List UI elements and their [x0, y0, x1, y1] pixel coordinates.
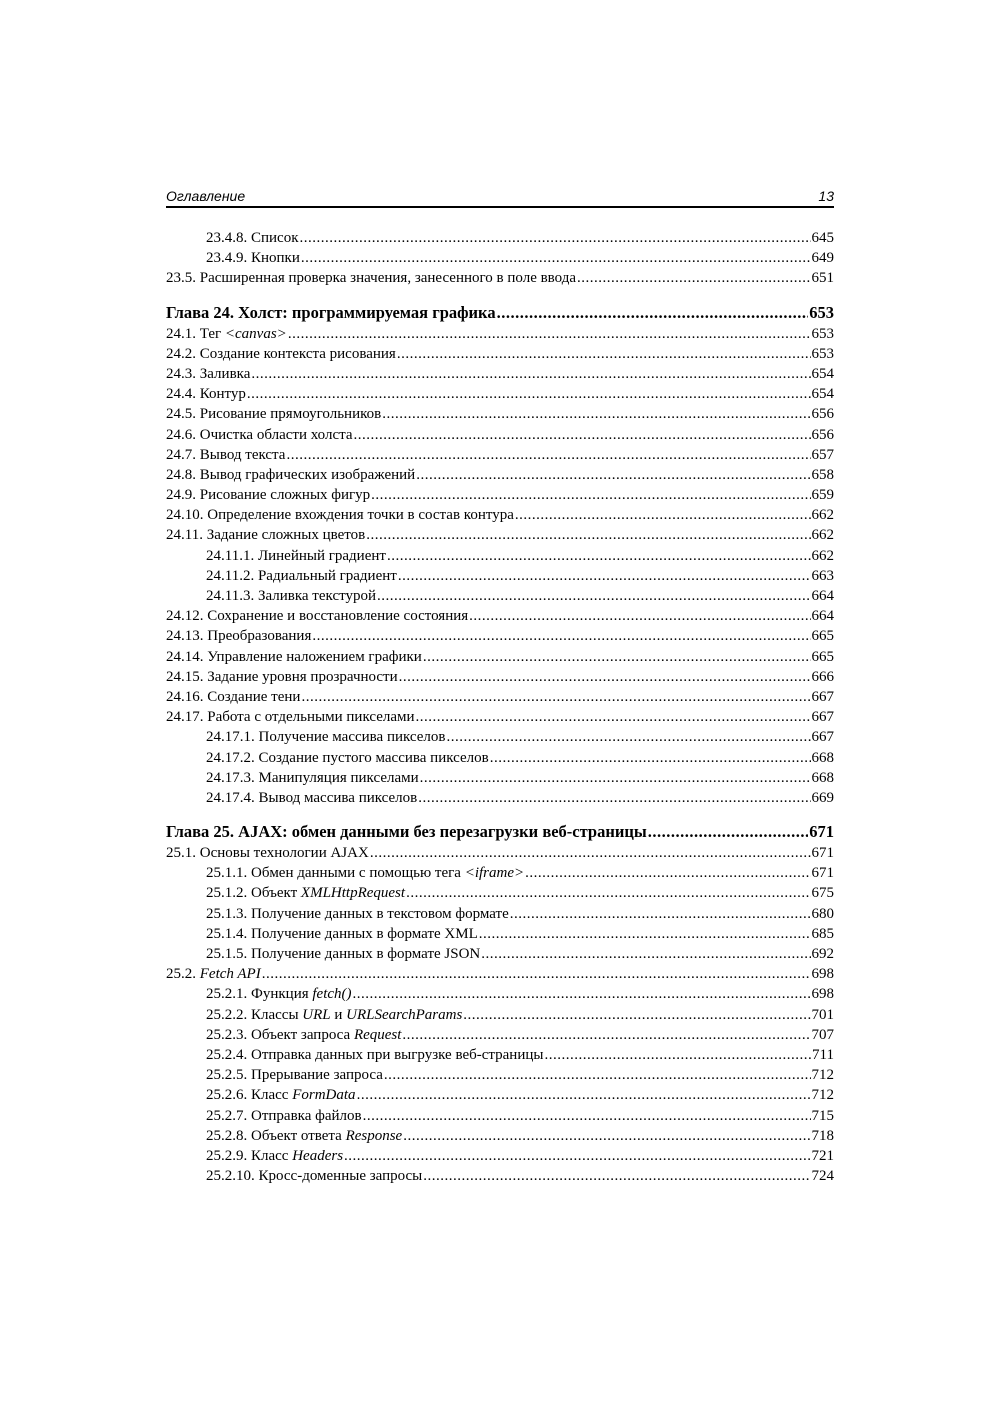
- toc-entry: [166, 727, 834, 747]
- toc-entry-title: [166, 707, 415, 727]
- toc-entry-title: [206, 1126, 402, 1146]
- toc-entry: [166, 505, 834, 525]
- toc-page-number: 669: [811, 789, 834, 806]
- toc-entry-title: [166, 445, 285, 465]
- toc-entry-title: [166, 647, 422, 667]
- toc-entry-italic-text: Headers: [292, 1147, 344, 1164]
- toc-entry: [166, 1025, 834, 1045]
- toc-entry: [166, 268, 834, 288]
- dot-leader: [384, 1065, 811, 1085]
- toc-entry-text: и: [330, 1006, 347, 1023]
- toc-entry-text: 24.17.3. Манипуляция пикселами: [206, 769, 419, 786]
- toc-entry: [166, 465, 834, 485]
- dot-leader: [251, 364, 810, 384]
- toc-page-number: 711: [812, 1046, 834, 1063]
- dot-leader: [262, 964, 811, 984]
- toc-page-number: 668: [811, 769, 834, 786]
- dot-leader: [354, 425, 811, 445]
- dot-leader: [420, 768, 811, 788]
- toc-entry-title: [206, 904, 509, 924]
- toc-entry: [166, 1106, 834, 1126]
- toc-entry-text: 24.17. Работа с отдельными пикселами: [166, 709, 415, 726]
- toc-entry-title: [166, 384, 246, 404]
- toc-entry-text: 25.2.8. Объект ответа: [206, 1127, 346, 1144]
- toc-entry: [166, 1045, 834, 1065]
- toc-page-number: 685: [811, 925, 834, 942]
- toc-entry: [166, 525, 834, 545]
- toc-entry-text: 24.16. Создание тени: [166, 688, 301, 705]
- toc-chapter-entry: [166, 302, 834, 324]
- toc-entry-text: 23.4.8. Список: [206, 230, 299, 246]
- toc-entry-title: [206, 1025, 401, 1045]
- toc-entry-title: [166, 324, 287, 344]
- table-of-contents: [166, 228, 834, 1186]
- toc-page-number: 721: [811, 1147, 834, 1164]
- running-header: [166, 186, 834, 208]
- toc-page-number: 675: [811, 885, 834, 902]
- toc-entry-text: 24.3. Заливка: [166, 365, 251, 382]
- toc-entry-title: [166, 302, 496, 324]
- toc-entry: [166, 445, 834, 465]
- toc-page-number: 649: [811, 250, 834, 267]
- header-page-number: 13: [818, 188, 834, 204]
- toc-page-number: 665: [811, 648, 834, 665]
- dot-leader: [416, 465, 810, 485]
- toc-entry-text: 25.1. Основы технологии AJAX: [166, 845, 369, 862]
- toc-entry-text: 25.1.3. Получение данных в текстовом формате: [206, 905, 509, 922]
- toc-page-number: 654: [811, 365, 834, 382]
- toc-entry-text: 24.6. Очистка области холста: [166, 426, 353, 443]
- dot-leader: [416, 707, 811, 727]
- dot-leader: [371, 485, 810, 505]
- toc-entry-title: [206, 944, 480, 964]
- toc-entry-text: 24.9. Рисование сложных фигур: [166, 487, 371, 504]
- toc-page-number: 662: [811, 527, 834, 544]
- toc-entry-title: [166, 821, 647, 843]
- toc-entry-text: 24.12. Сохранение и восстановление состояния: [166, 608, 469, 625]
- toc-page-number: 663: [811, 567, 834, 584]
- toc-entry-title: [166, 485, 370, 505]
- toc-entry-title: [206, 1065, 383, 1085]
- toc-page-number: 671: [809, 822, 834, 842]
- toc-entry-text: 24.15. Задание уровня прозрачности: [166, 668, 398, 685]
- dot-leader: [353, 984, 811, 1004]
- dot-leader: [300, 228, 811, 248]
- toc-page-number: 701: [811, 1006, 834, 1023]
- toc-entry: [166, 924, 834, 944]
- toc-entry-text: 25.2.9. Класс: [206, 1147, 293, 1164]
- toc-page-number: 680: [811, 905, 834, 922]
- toc-entry-text: 24.2. Создание контекста рисования: [166, 345, 396, 362]
- toc-entry-text: 24.11.1. Линейный градиент: [206, 547, 386, 564]
- toc-entry-text: Глава 24. Холст: программируемая графика: [166, 302, 496, 322]
- dot-leader: [402, 1025, 810, 1045]
- toc-entry: [166, 364, 834, 384]
- toc-entry-title: [206, 248, 300, 268]
- toc-entry: [166, 843, 834, 863]
- toc-page-number: 654: [811, 386, 834, 403]
- dot-leader: [357, 1085, 811, 1105]
- toc-entry: [166, 667, 834, 687]
- toc-entry-italic-text: URL: [302, 1006, 331, 1023]
- dot-leader: [382, 404, 810, 424]
- dot-leader: [398, 566, 811, 586]
- dot-leader: [397, 344, 811, 364]
- toc-entry-title: [206, 566, 397, 586]
- toc-entry-text: 24.11. Задание сложных цветов: [166, 527, 366, 544]
- dot-leader: [406, 883, 810, 903]
- toc-page-number: 668: [811, 749, 834, 766]
- toc-entry: [166, 1166, 834, 1186]
- toc-entry-text: 25.2.: [166, 966, 200, 983]
- toc-entry: [166, 248, 834, 268]
- toc-entry-text: 25.1.1. Обмен данными с помощью тега: [206, 865, 465, 882]
- dot-leader: [463, 1005, 810, 1025]
- dot-leader: [481, 944, 810, 964]
- toc-entry-title: [166, 404, 381, 424]
- toc-entry-italic-text: fetch(): [312, 986, 352, 1003]
- dot-leader: [447, 727, 811, 747]
- toc-page-number: 653: [811, 325, 834, 342]
- toc-entry: [166, 964, 834, 984]
- toc-entry-title: [206, 1106, 362, 1126]
- toc-entry: [166, 1146, 834, 1166]
- dot-leader: [344, 1146, 810, 1166]
- dot-leader: [525, 863, 810, 883]
- toc-entry-text: 24.14. Управление наложением графики: [166, 648, 422, 665]
- toc-page-number: 662: [811, 547, 834, 564]
- dot-leader: [301, 687, 810, 707]
- toc-entry-text: 24.8. Вывод графических изображений: [166, 466, 416, 483]
- toc-page-number: 671: [811, 845, 834, 862]
- toc-page-number: 656: [811, 426, 834, 443]
- toc-entry-text: 25.2.4. Отправка данных при выгрузке веб-страницы: [206, 1046, 544, 1063]
- toc-page-number: 724: [811, 1168, 834, 1185]
- toc-entry-italic-text: Response: [345, 1127, 403, 1144]
- dot-leader: [479, 924, 811, 944]
- toc-entry: [166, 707, 834, 727]
- toc-entry-text: 24.17.1. Получение массива пикселов: [206, 729, 446, 746]
- dot-leader: [418, 788, 810, 808]
- toc-page-number: 667: [811, 729, 834, 746]
- toc-entry-title: [166, 344, 396, 364]
- toc-entry-text: 25.2.1. Функция: [206, 986, 313, 1003]
- toc-entry-italic-text: FormData: [292, 1087, 356, 1104]
- toc-entry: [166, 944, 834, 964]
- toc-entry-title: [206, 727, 446, 747]
- toc-entry: [166, 546, 834, 566]
- toc-entry: [166, 904, 834, 924]
- toc-entry-title: [206, 748, 489, 768]
- toc-entry: [166, 748, 834, 768]
- toc-entry-title: [166, 843, 369, 863]
- toc-entry-title: [166, 687, 300, 707]
- toc-entry-text: 25.1.2. Объект: [206, 885, 301, 902]
- toc-entry-title: [166, 364, 250, 384]
- toc-page-number: 645: [811, 230, 834, 246]
- toc-page-number: 653: [811, 345, 834, 362]
- toc-entry-text: 23.4.9. Кнопки: [206, 250, 300, 267]
- dot-leader: [469, 606, 810, 626]
- dot-leader: [247, 384, 811, 404]
- dot-leader: [497, 302, 809, 324]
- dot-leader: [403, 1126, 810, 1146]
- toc-entry-title: [166, 964, 261, 984]
- toc-entry-title: [166, 425, 353, 445]
- dot-leader: [286, 445, 810, 465]
- toc-page-number: 698: [811, 986, 834, 1003]
- toc-entry-text: 25.2.10. Кросс-доменные запросы: [206, 1168, 423, 1185]
- toc-entry-text: Глава 25. AJAX: обмен данными без перезагрузки веб-страницы: [166, 822, 647, 842]
- toc-entry-text: 24.11.2. Радиальный градиент: [206, 567, 397, 584]
- toc-entry: [166, 566, 834, 586]
- toc-entry-italic-text: Fetch API: [199, 966, 261, 983]
- toc-entry: [166, 606, 834, 626]
- toc-page-number: 712: [811, 1067, 834, 1084]
- toc-entry-title: [166, 626, 311, 646]
- dot-leader: [363, 1106, 811, 1126]
- toc-entry-title: [206, 768, 419, 788]
- toc-page-number: 656: [811, 406, 834, 423]
- toc-page-number: 659: [811, 487, 834, 504]
- toc-entry-text: 24.5. Рисование прямоугольников: [166, 406, 382, 423]
- toc-page-number: 665: [811, 628, 834, 645]
- toc-entry-title: [206, 984, 352, 1004]
- toc-entry-title: [206, 1166, 422, 1186]
- toc-entry-text: 24.1. Тег: [166, 325, 225, 342]
- toc-entry-text: 24.17.2. Создание пустого массива пикселов: [206, 749, 489, 766]
- dot-leader: [370, 843, 811, 863]
- toc-entry-text: 25.2.2. Классы: [206, 1006, 303, 1023]
- toc-page-number: 671: [811, 865, 834, 882]
- toc-entry: [166, 384, 834, 404]
- toc-entry: [166, 324, 834, 344]
- toc-entry: [166, 1085, 834, 1105]
- toc-entry: [166, 586, 834, 606]
- toc-entry: [166, 1126, 834, 1146]
- toc-entry-title: [206, 1085, 356, 1105]
- toc-entry-text: 24.13. Преобразования: [166, 628, 312, 645]
- toc-page-number: 658: [811, 466, 834, 483]
- toc-page-number: 664: [811, 588, 834, 604]
- toc-entry-title: [206, 1005, 462, 1025]
- toc-chapter-entry: [166, 821, 834, 843]
- toc-page-number: 651: [811, 270, 834, 287]
- toc-entry: [166, 1065, 834, 1085]
- toc-entry-text: 25.2.6. Класс: [206, 1087, 293, 1104]
- toc-entry-title: [206, 228, 299, 248]
- toc-entry-text: 25.2.7. Отправка файлов: [206, 1107, 362, 1124]
- dot-leader: [515, 505, 811, 525]
- dot-leader: [544, 1045, 811, 1065]
- toc-entry-italic-text: Request: [353, 1026, 402, 1043]
- dot-leader: [423, 1166, 810, 1186]
- toc-page-number: 692: [811, 946, 834, 962]
- toc-entry-text: 25.2.5. Прерывание запроса: [206, 1067, 383, 1084]
- toc-page-number: 698: [811, 966, 834, 983]
- toc-entry: [166, 1005, 834, 1025]
- toc-page-number: 707: [811, 1026, 834, 1043]
- toc-entry-text: 24.17.4. Вывод массива пикселов: [206, 789, 418, 806]
- toc-page-number: 662: [811, 507, 834, 524]
- toc-entry: [166, 647, 834, 667]
- toc-entry-title: [166, 525, 365, 545]
- toc-entry-text: 23.5. Расширенная проверка значения, занесенного в поле ввода: [166, 270, 577, 287]
- toc-entry: [166, 768, 834, 788]
- dot-leader: [423, 647, 811, 667]
- toc-entry-text: 24.7. Вывод текста: [166, 446, 286, 463]
- toc-entry: [166, 883, 834, 903]
- toc-entry-title: [166, 465, 415, 485]
- toc-entry: [166, 485, 834, 505]
- toc-entry-text: 25.1.4. Получение данных в формате XML: [206, 925, 478, 942]
- toc-entry-title: [206, 883, 405, 903]
- toc-entry-italic-text: URLSearchParams: [346, 1006, 463, 1023]
- toc-entry-italic-text: <canvas>: [224, 325, 287, 342]
- dot-leader: [377, 586, 811, 606]
- dot-leader: [490, 748, 811, 768]
- toc-entry-title: [166, 505, 514, 525]
- toc-entry-italic-text: <iframe>: [464, 865, 525, 882]
- dot-leader: [510, 904, 811, 924]
- toc-page-number: 657: [811, 446, 834, 463]
- toc-entry-text: 25.1.5. Получение данных в формате JSON: [206, 946, 481, 962]
- dot-leader: [577, 268, 810, 288]
- dot-leader: [288, 324, 811, 344]
- toc-page-number: 666: [811, 668, 834, 685]
- toc-entry: [166, 404, 834, 424]
- toc-entry: [166, 687, 834, 707]
- toc-entry-text: 24.4. Контур: [166, 386, 246, 403]
- dot-leader: [648, 821, 808, 843]
- toc-entry: [166, 626, 834, 646]
- toc-entry: [166, 344, 834, 364]
- dot-leader: [387, 546, 811, 566]
- toc-entry-title: [206, 788, 417, 808]
- toc-entry-title: [166, 667, 398, 687]
- toc-entry-title: [206, 863, 524, 883]
- toc-entry-title: [206, 924, 478, 944]
- toc-page-number: 653: [809, 302, 834, 322]
- dot-leader: [399, 667, 811, 687]
- toc-entry: [166, 228, 834, 248]
- toc-page-number: 712: [811, 1087, 834, 1104]
- dot-leader: [366, 525, 810, 545]
- toc-entry: [166, 863, 834, 883]
- toc-entry-text: 24.11.3. Заливка текстурой: [206, 588, 376, 604]
- toc-page-number: 667: [811, 709, 834, 726]
- toc-entry: [166, 984, 834, 1004]
- toc-entry-title: [166, 268, 576, 288]
- header-title: Оглавление: [166, 188, 246, 204]
- toc-entry-text: 24.10. Определение вхождения точки в состав контура: [166, 507, 514, 524]
- toc-entry: [166, 788, 834, 808]
- toc-entry-text: 25.2.3. Объект запроса: [206, 1026, 354, 1043]
- toc-page-number: 667: [811, 688, 834, 705]
- toc-page-number: 664: [811, 608, 834, 625]
- toc-page-number: 718: [811, 1127, 834, 1144]
- toc-entry-title: [206, 1146, 343, 1166]
- toc-entry-title: [206, 546, 386, 566]
- toc-entry-title: [206, 1045, 543, 1065]
- toc-entry-title: [166, 606, 468, 626]
- toc-entry-italic-text: XMLHttpRequest: [300, 885, 406, 902]
- dot-leader: [312, 626, 810, 646]
- toc-entry-title: [206, 586, 376, 606]
- dot-leader: [301, 248, 811, 268]
- toc-entry: [166, 425, 834, 445]
- toc-page-number: 715: [811, 1107, 834, 1124]
